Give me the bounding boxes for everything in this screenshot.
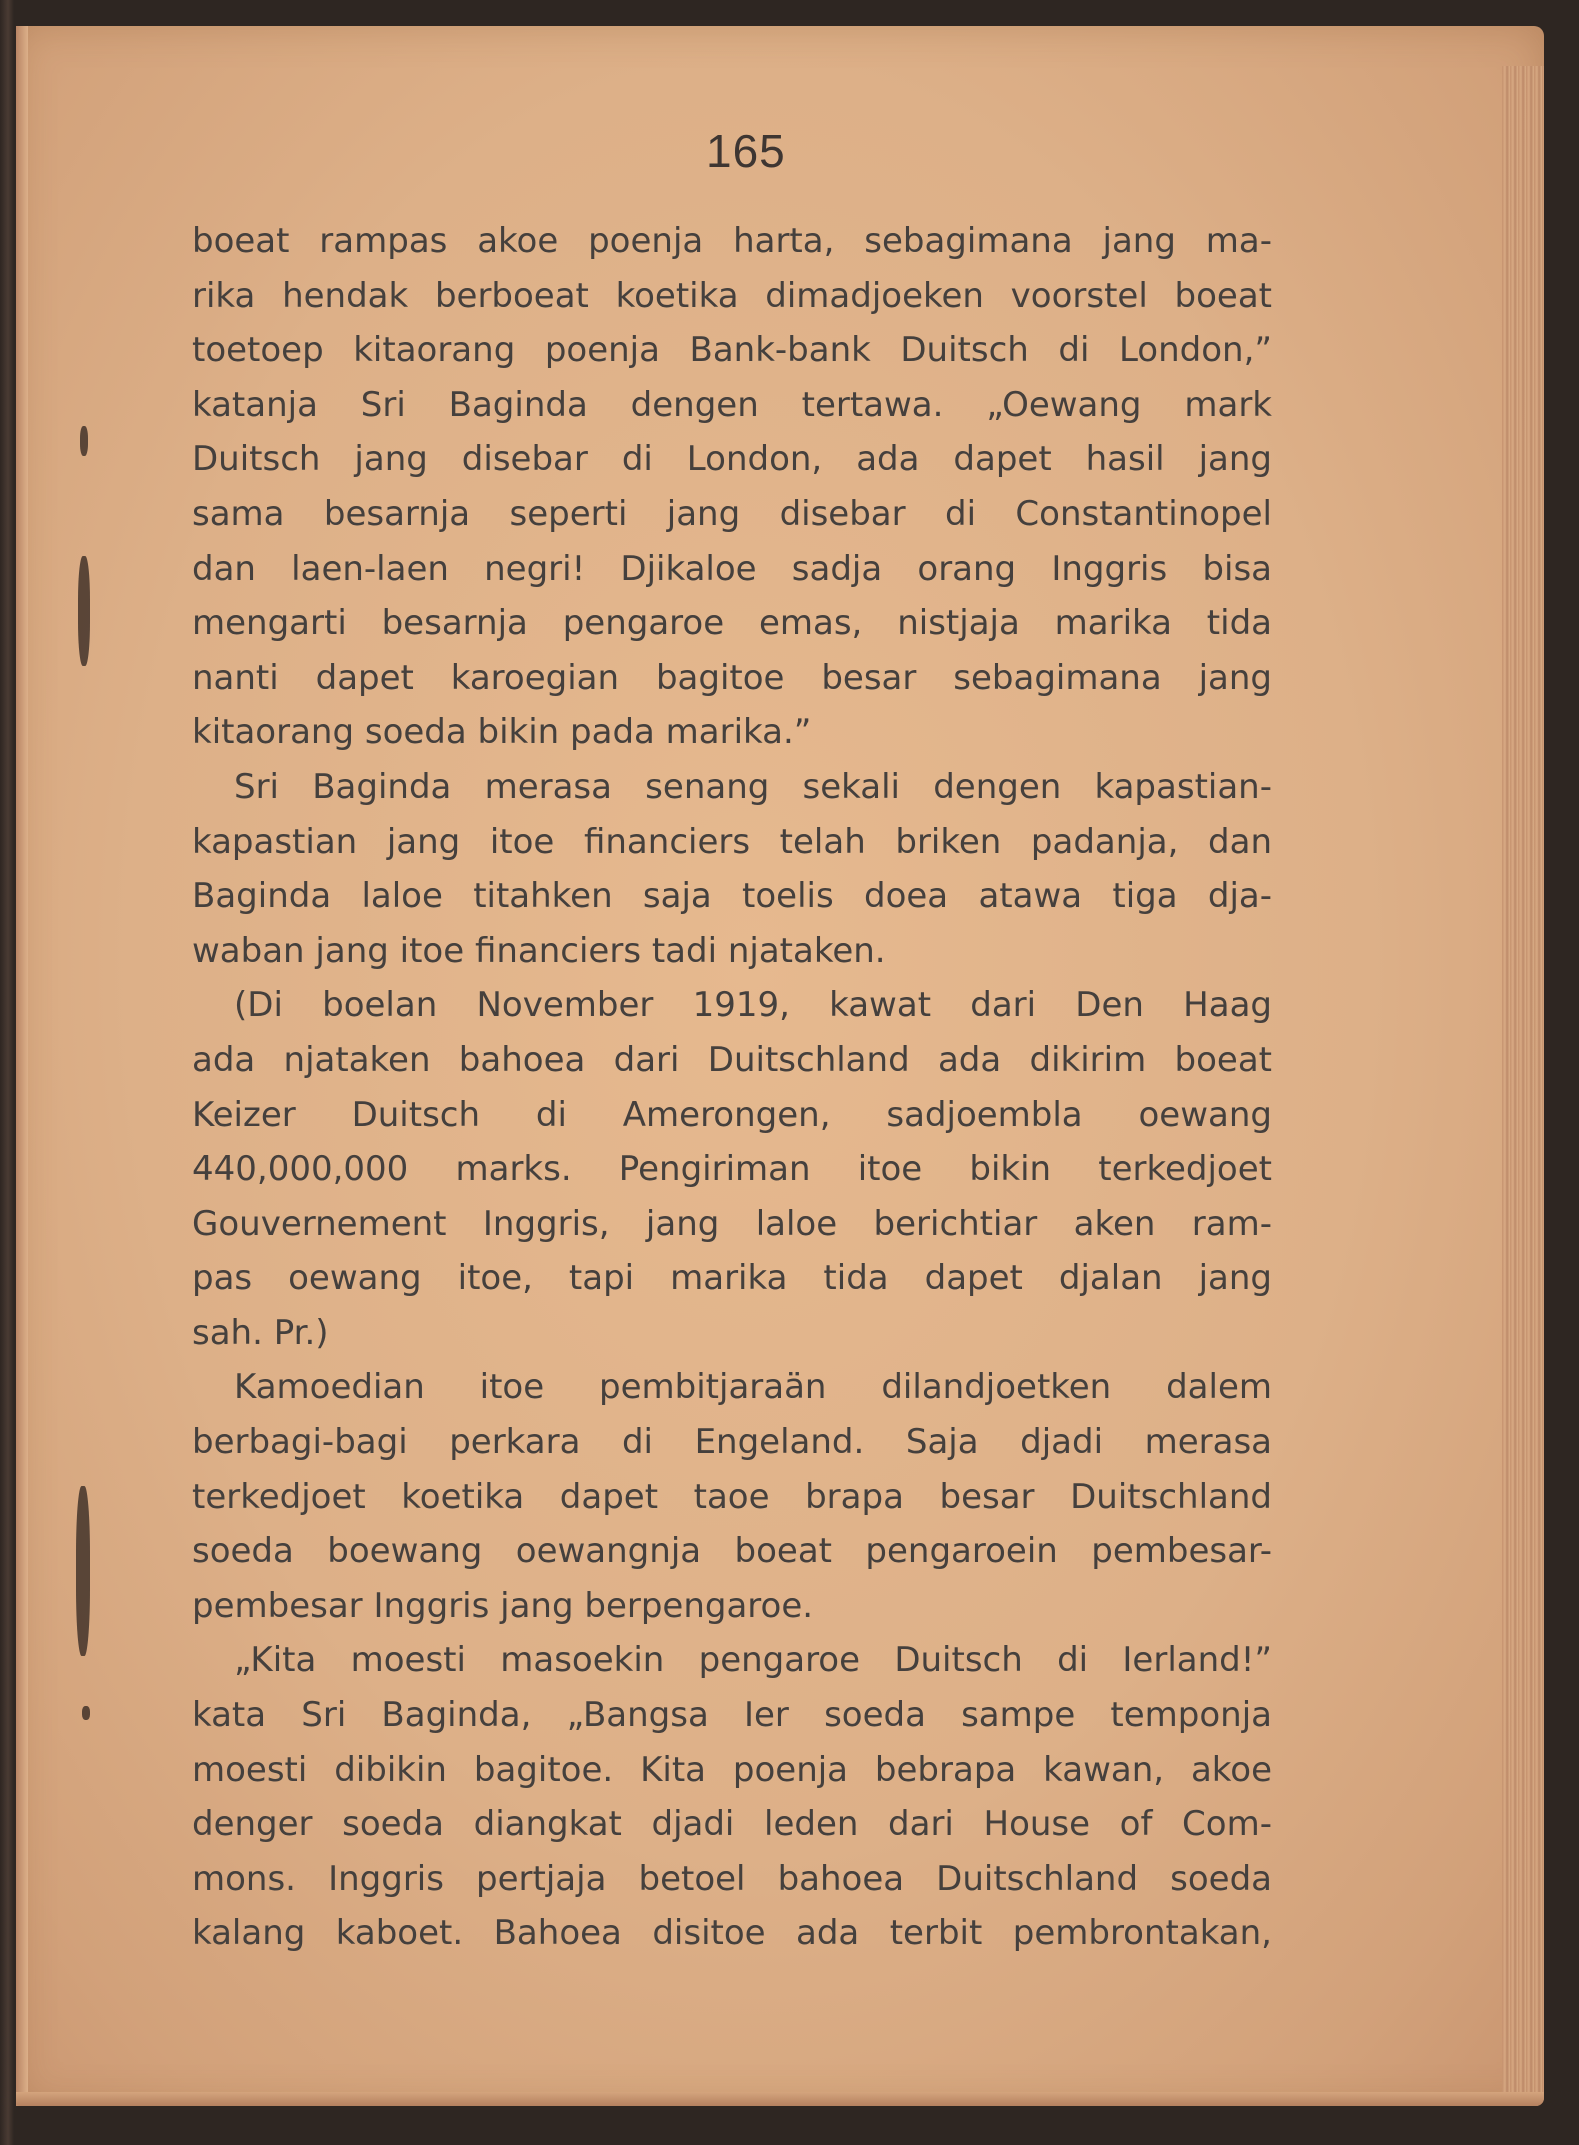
text-line: rika hendak berboeat koetika dimadjoeken voorstel boeat [192,275,1272,316]
text-line: sah. Pr.) [192,1312,329,1353]
page-left-edge [16,26,28,2106]
text-line: kata Sri Baginda, „Bangsa Ier soeda sampe temponja [192,1695,1272,1736]
page-stack-edge [1502,66,1544,2096]
text-line: berbagi-bagi perkara di Engeland. Saja djadi merasa [192,1422,1272,1463]
text-line: soeda boewang oewangnja boeat pengaroein pembesar- [192,1531,1272,1572]
text-line: ada njataken bahoea dari Duitschland ada dikirim boeat [192,1039,1272,1080]
binding-thread-marks [74,426,104,1726]
text-line: boeat rampas akoe poenja harta, sebagimana jang ma- [192,221,1272,261]
binding-mark [78,556,90,666]
text-line: Gouvernement Inggris, jang laloe berichtiar aken ram- [192,1203,1272,1244]
text-line: denger soeda diangkat djadi leden dari House of Com- [192,1804,1272,1845]
text-line: sama besarnja seperti jang disebar di Constantinopel [192,493,1272,534]
text-line: Sri Baginda merasa senang sekali dengen kapastian- [234,766,1272,807]
text-line: waban jang itoe financiers tadi njataken. [192,930,886,971]
text-line: kitaorang soeda bikin pada marika.” [192,712,812,753]
text-line: (Di boelan November 1919, kawat dari Den Haag [234,985,1272,1026]
text-line: terkedjoet koetika dapet taoe brapa besar Duitschland [192,1476,1272,1517]
page-number: 165 [706,125,786,177]
binding-mark [76,1486,90,1656]
text-line: Kamoedian itoe pembitjaraän dilandjoetken dalem [234,1367,1272,1408]
page-bottom-edge [16,2092,1544,2106]
book-page [16,26,1544,2106]
text-line: Keizer Duitsch di Amerongen, sadjoembla oewang [192,1094,1272,1135]
text-line: mons. Inggris pertjaja betoel bahoea Duitschland soeda [192,1858,1272,1899]
text-line: kapastian jang itoe financiers telah briken padanja, dan [192,821,1272,862]
text-line: katanja Sri Baginda dengen tertawa. „Oewang mark [192,384,1272,425]
text-line: pembesar Inggris jang berpengaroe. [192,1585,814,1626]
text-line: kalang kaboet. Bahoea disitoe ada terbit pembrontakan, [192,1913,1272,1954]
text-line: moesti dibikin bagitoe. Kita poenja bebrapa kawan, akoe [192,1749,1272,1790]
text-line: mengarti besarnja pengaroe emas, nistjaja marika tida [192,603,1272,644]
text-line: nanti dapet karoegian bagitoe besar sebagimana jang [192,657,1272,698]
body-text [192,214,1272,1961]
text-line: „Kita moesti masoekin pengaroe Duitsch di Ierland!” [234,1640,1272,1681]
text-line: toetoep kitaorang poenja Bank-bank Duitsch di London,” [192,330,1272,371]
text-line: dan laen-laen negri! Djikaloe sadja orang Inggris bisa [192,548,1272,589]
text-line: pas oewang itoe, tapi marika tida dapet djalan jang [192,1258,1272,1299]
text-line: Baginda laloe titahken saja toelis doea atawa tiga dja- [192,876,1272,917]
text-line: Duitsch jang disebar di London, ada dapet hasil jang [192,439,1272,480]
binding-mark [82,1706,90,1720]
binding-mark [80,426,88,456]
text-line: 440,000,000 marks. Pengiriman itoe bikin terkedjoet [192,1149,1272,1190]
